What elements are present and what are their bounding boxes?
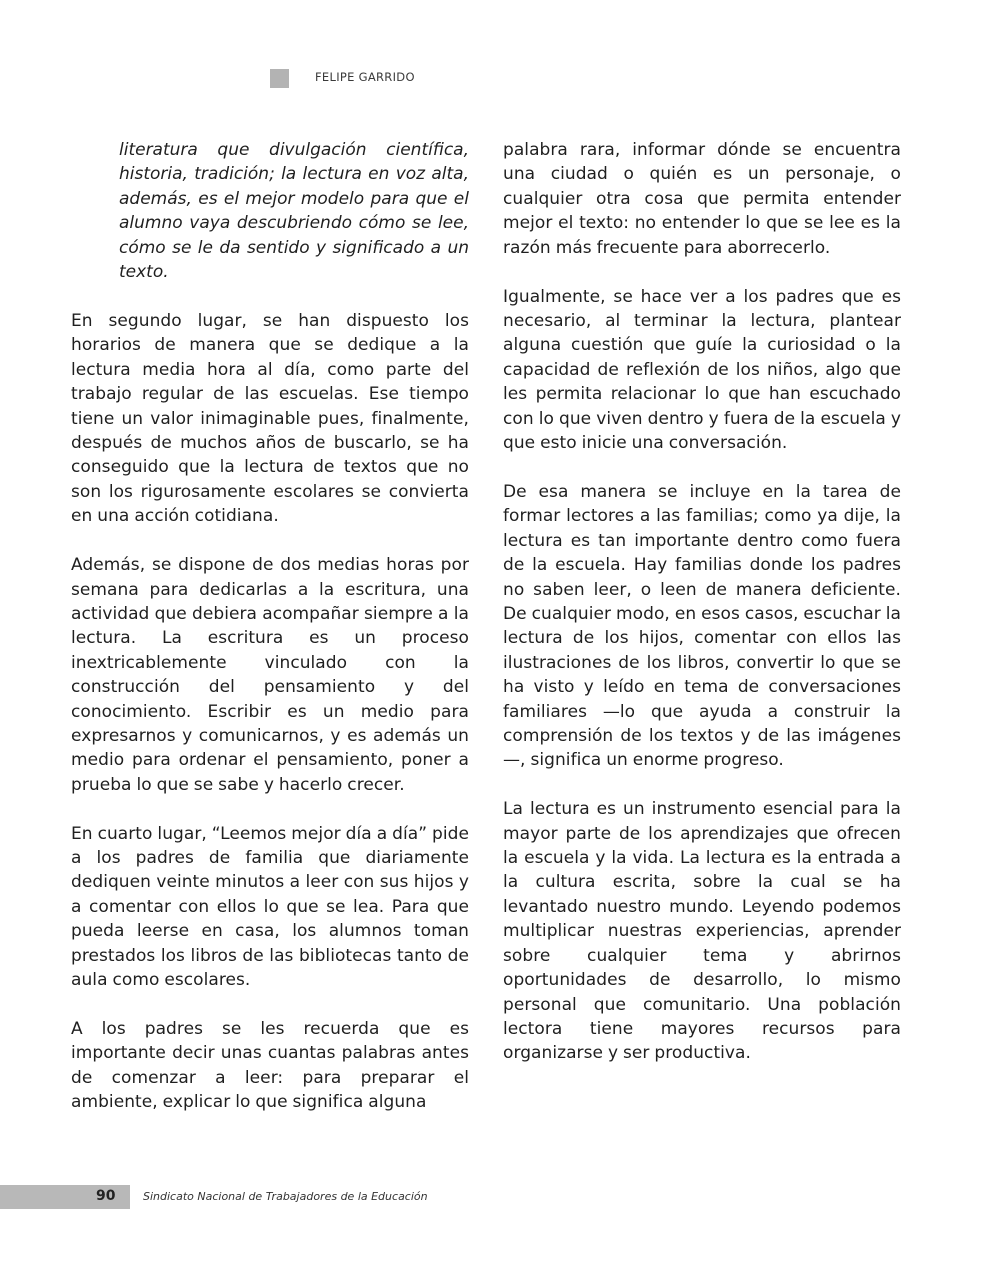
paragraph: De esa manera se incluye en la tarea de formar lectores a las familias; como ya dije, la lectura es tan importante dentro como fuera de la escuela. Hay familias donde los padres no saben leer, o leen de manera deficiente. De cualquier modo, en esos casos, escuchar la lectura de los hijos, comentar con ellos las ilustraciones de los libros, convertir lo que se ha visto y leído en tema de conversaciones familiares —lo que ayuda a construir la comprensión de los textos y de las imágenes—, significa un enorme progreso. — [503, 481, 901, 771]
paragraph: La lectura es un instrumento esencial para la mayor parte de los aprendizajes que ofrecen la escuela y la vida. La lectura es la entrada a la cultura escrita, sobre la cual se ha levantado nuestro mundo. Leyendo podemos multiplicar nuestras experiencias, aprender sobre cualquier tema y abrirnos oportunidades de desarrollo, lo mismo personal que comunitario. Una población lectora tiene mayores recursos para organizarse y ser productiva. — [503, 799, 901, 1064]
paragraph: En cuarto lugar, “Leemos mejor día a día” pide a los padres de familia que diariamente dediquen veinte minutos a leer con sus hijos y a comentar con ellos lo que se lea. Para que pueda leerse en casa, los alumnos toman prestados los libros de las bibliotecas tanto de aula como escolares. — [71, 823, 469, 991]
block-quote: literatura que divulgación científica, historia, tradición; la lectura en voz alta, además, es el mejor modelo para que el alumno vaya descubriendo cómo se lee, cómo se le da sentido y significado a un texto. — [119, 140, 469, 283]
left-column — [71, 138, 469, 1139]
paragraph: Además, se dispone de dos medias horas por semana para dedicarlas a la escritura, una actividad que debiera acompañar siempre a la lectura. La escritura es un proceso inextricablemente vinculado con la construcción del pensamiento y del conocimiento. Escribir es un medio para expresarnos y comunicarnos, y es además un medio para ordenar el pensamiento, poner a prueba lo que se sabe y hacerlo crecer. — [71, 555, 469, 795]
running-header-author: FELIPE GARRIDO — [315, 70, 415, 84]
paragraph: Igualmente, se hace ver a los padres que es necesario, al terminar la lectura, plantear alguna cuestión que guíe la curiosidad o la capacidad de reflexión de los niños, algo que les permita relacionar lo que han escuchado con lo que viven dentro y fuera de la escuela y que esto inicie una conversación. — [503, 286, 901, 453]
paragraph: A los padres se les recuerda que es importante decir unas cuantas palabras antes de comenzar a leer: para preparar el ambiente, explicar lo que significa alguna — [71, 1019, 469, 1113]
page-number: 90 — [96, 1188, 116, 1204]
footer-publisher: Sindicato Nacional de Trabajadores de la Educación — [143, 1190, 428, 1203]
right-column — [503, 138, 901, 1090]
paragraph: palabra rara, informar dónde se encuentra una ciudad o quién es un personaje, o cualquier otra cosa que permita entender mejor el texto: no entender lo que se lee es la razón más frecuente para aborrecerlo. — [503, 140, 901, 258]
header-marker — [270, 69, 289, 88]
paragraph: En segundo lugar, se han dispuesto los horarios de manera que se dedique a la lectura media hora al día, como parte del trabajo regular de las escuelas. Ese tiempo tiene un valor inimaginable pues, finalmente, después de muchos años de buscarlo, se ha conseguido que la lectura de textos que no son los rigurosamente escolares se convierta en una acción cotidiana. — [71, 310, 469, 527]
